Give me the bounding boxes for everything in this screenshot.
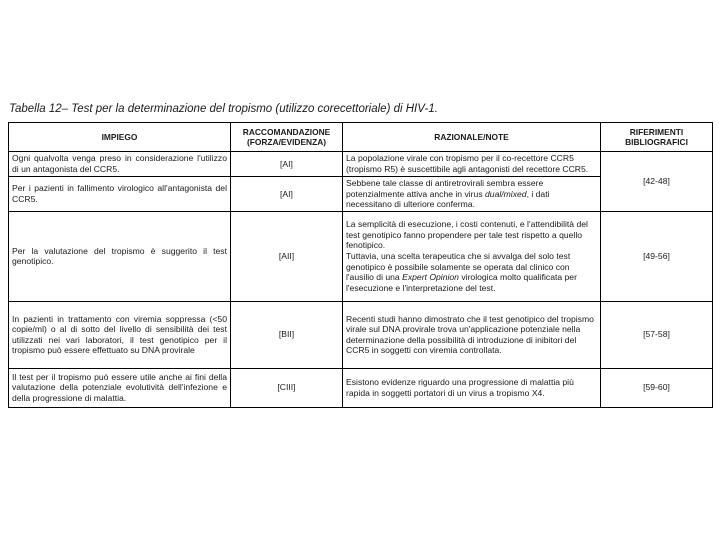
razionale-paragraph-2	[346, 251, 597, 293]
table-row	[9, 301, 713, 368]
header-raccomandazione-line2: (FORZA/EVIDENZA)	[246, 137, 327, 147]
table-header-row	[9, 123, 713, 152]
razionale-cell: Esistono evidenze riguardo una progressione di malattia più rapida in soggetti portatori di un virus a tropismo X4.	[343, 368, 601, 407]
razionale-text: Tuttavia, una scelta terapeutica che si avvalga del solo test genotipico è possibile solamente se operata dal clinico con l'ausilio di una	[346, 250, 571, 283]
impiego-cell: Il test per il tropismo può essere utile anche ai fini della valutazione della potenziale evolutività dell'infezione e della progressione di malattia.	[9, 368, 231, 407]
table-row	[9, 211, 713, 301]
raccomandazione-cell: [AI]	[231, 177, 343, 212]
impiego-cell: Ogni qualvolta venga preso in considerazione l'utilizzo di un antagonista del CCR5.	[9, 152, 231, 177]
impiego-cell: Per la valutazione del tropismo è suggerito il test genotipico.	[9, 211, 231, 301]
impiego-cell: Per i pazienti in fallimento virologico all'antagonista del CCR5.	[9, 177, 231, 212]
header-riferimenti-line1: RIFERIMENTI	[629, 127, 684, 137]
razionale-cell	[343, 211, 601, 301]
raccomandazione-cell: [AI]	[231, 152, 343, 177]
header-raccomandazione	[231, 123, 343, 152]
header-razionale: RAZIONALE/NOTE	[343, 123, 601, 152]
razionale-italic: dual/mixed	[485, 188, 527, 199]
razionale-cell	[343, 177, 601, 212]
header-riferimenti	[601, 123, 713, 152]
impiego-cell: In pazienti in trattamento con viremia soppressa (<50 copie/ml) o al di sotto del livello di sensibilità dei test utilizzati nei vari laboratori, il test genotipico per il tropismo può essere effettuato su DNA provirale	[9, 301, 231, 368]
razionale-text: Sebbene tale classe di antiretrovirali sembra essere potenzialmente attiva anche in virus	[346, 178, 544, 199]
razionale-paragraph-1: La semplicità di esecuzione, i costi contenuti, e l'attendibilità del test genotipico fanno propendere per tale test rispetto a quello fenotipico.	[346, 219, 588, 251]
table-row	[9, 368, 713, 407]
riferimenti-cell: [49-56]	[601, 211, 713, 301]
razionale-cell: Recenti studi hanno dimostrato che il test genotipico del tropismo virale sul DNA provirale trova un'applicazione potenziale nella determinazione della possibilità di introduzione di inibitori del CCR5 in soggetti con viremia controllata.	[343, 301, 601, 368]
riferimenti-cell: [42-48]	[601, 152, 713, 212]
tropism-table	[8, 122, 713, 408]
raccomandazione-cell: [BII]	[231, 301, 343, 368]
raccomandazione-cell: [CIII]	[231, 368, 343, 407]
razionale-text-after: virologica molto qualificata per l'esecuzione e l'interpretazione del test.	[346, 272, 577, 293]
razionale-cell: La popolazione virale con tropismo per il co-recettore CCR5 (tropismo R5) è suscettibile agli antagonisti del recettore CCR5.	[343, 152, 601, 177]
razionale-italic: Expert Opinion	[402, 272, 459, 283]
raccomandazione-cell: [AII]	[231, 211, 343, 301]
header-impiego: IMPIEGO	[9, 123, 231, 152]
table-caption: Tabella 12– Test per la determinazione del tropismo (utilizzo corecettoriale) di HIV-1.	[9, 103, 438, 115]
riferimenti-cell: [59-60]	[601, 368, 713, 407]
table-row	[9, 152, 713, 177]
header-riferimenti-line2: BIBLIOGRAFICI	[625, 137, 688, 147]
razionale-text-after: , i dati necessitano di ulteriore conferma.	[346, 188, 550, 210]
riferimenti-cell: [57-58]	[601, 301, 713, 368]
header-raccomandazione-line1: RACCOMANDAZIONE	[242, 127, 331, 137]
